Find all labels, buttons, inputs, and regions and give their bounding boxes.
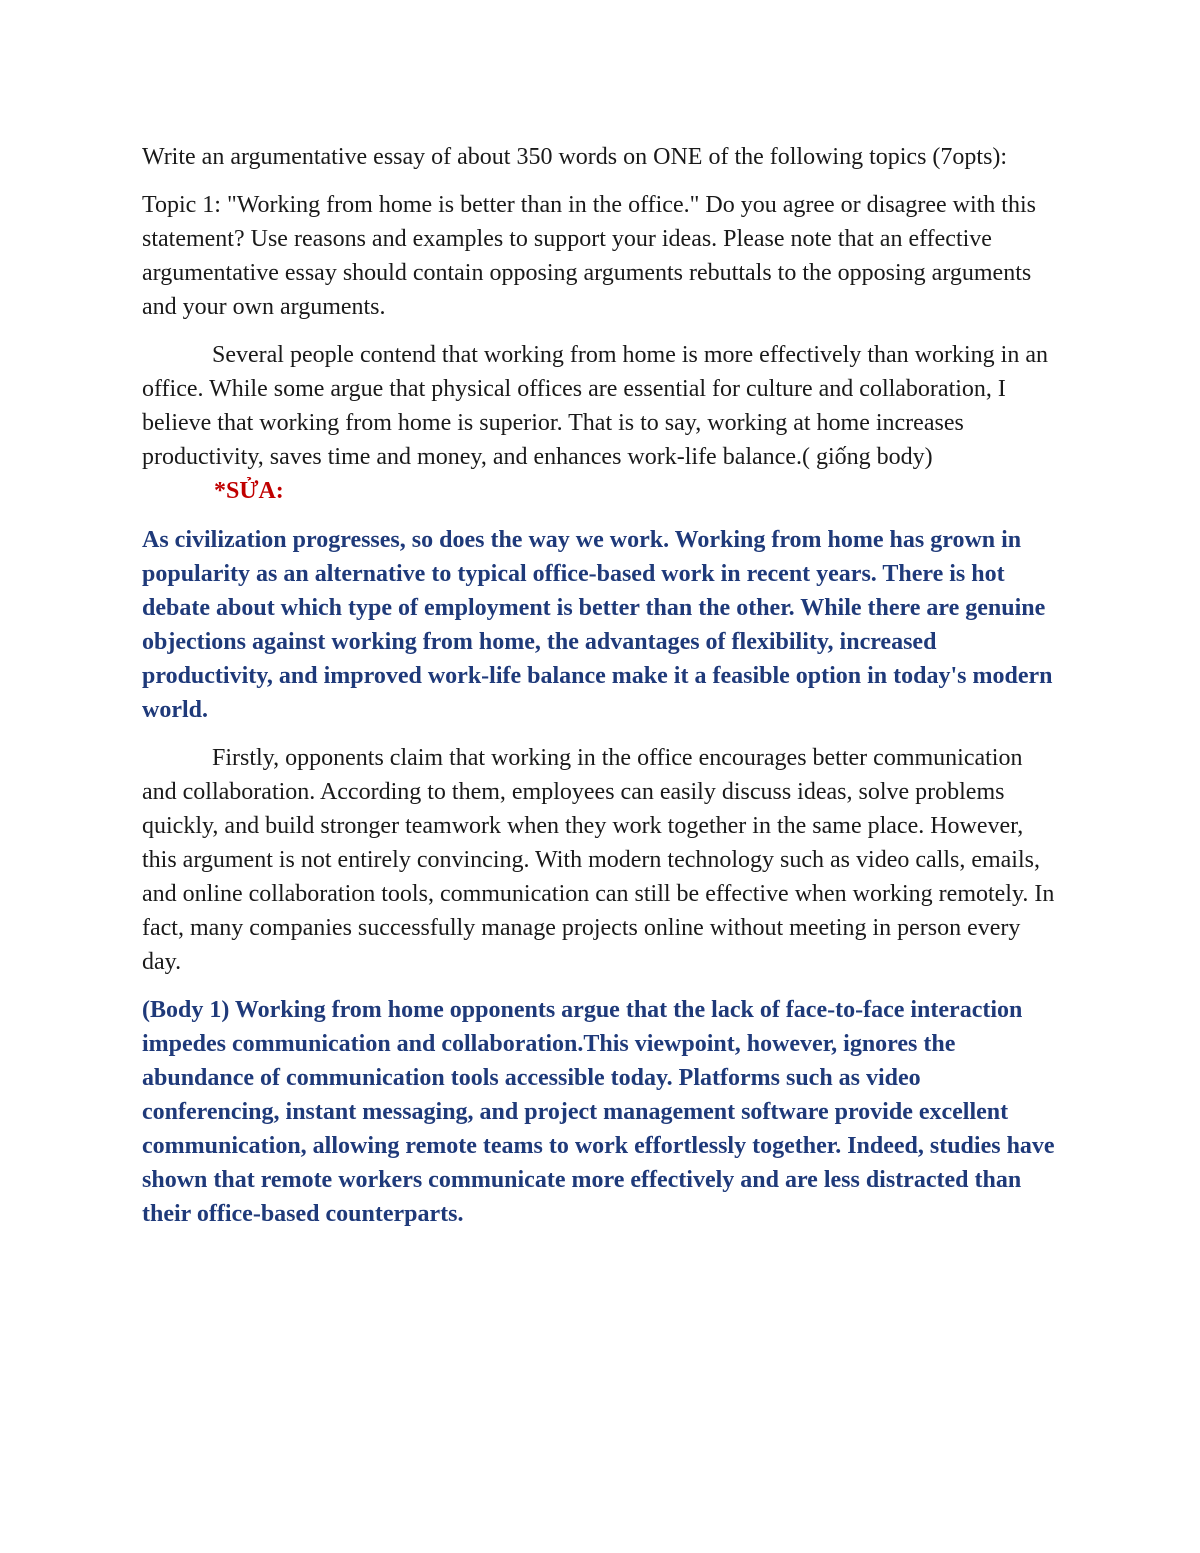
body1-draft-paragraph: Firstly, opponents claim that working in the office encourages better communication and collaboration. According to them, employees can easily discuss ideas, solve problems quickly, and build stronger teamwork when they work together in the same place. However, this argument is not entirely convincing. With modern technology such as video calls, emails, and online collaboration tools, communication can still be effective when working remotely. In fact, many companies successfully manage projects online without meeting in person every day.	[142, 745, 1055, 975]
assignment-instructions: Write an argumentative essay of about 350 words on ONE of the following topics (7opts):	[142, 144, 1008, 170]
body1-revised-paragraph: (Body 1) Working from home opponents argue that the lack of face-to-face interaction impedes communication and collaboration.This viewpoint, however, ignores the abundance of communication tools accessible today. Platforms such as video conferencing, instant messaging, and project management software provide excellent communication, allowing remote teams to work effortlessly together. Indeed, studies have shown that remote workers communicate more effectively and are less distracted than their office-based counterparts.	[142, 997, 1055, 1227]
intro-draft-paragraph: Several people contend that working from home is more effectively than working in an office. While some argue that physical offices are essential for culture and collaboration, I believe that working from home is superior. That is to say, working at home increases productivity, saves time and money, and enhances work-life balance.( giống body)	[142, 342, 1048, 470]
intro-revised-paragraph: As civilization progresses, so does the way we work. Working from home has grown in popularity as an alternative to typical office-based work in recent years. There is hot debate about which type of employment is better than the other. While there are genuine objections against working from home, the advantages of flexibility, increased productivity, and improved work-life balance make it a feasible option in today's modern world.	[142, 527, 1053, 723]
revision-label: *SỬA:	[214, 478, 284, 504]
assignment-topic: Topic 1: "Working from home is better than in the office." Do you agree or disagree with this statement? Use reasons and examples to support your ideas. Please note that an effective argumentative essay should contain opposing arguments rebuttals to the opposing arguments and your own arguments.	[142, 192, 1036, 320]
document-content	[142, 140, 1062, 1231]
